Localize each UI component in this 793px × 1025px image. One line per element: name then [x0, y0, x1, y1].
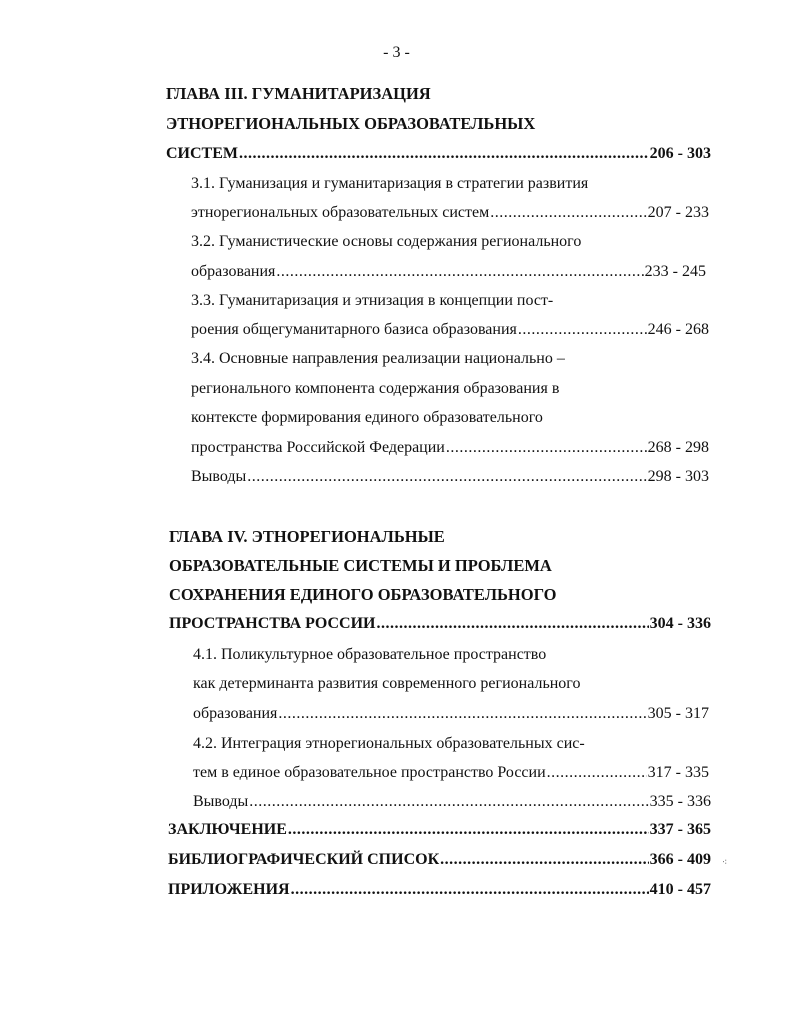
page-range: 366 - 409 — [649, 851, 711, 868]
toc-entry-chapter3[interactable] — [166, 144, 711, 164]
toc-entry-chapter4[interactable] — [169, 614, 711, 634]
section-4-1-line3: образования — [193, 705, 278, 722]
toc-entry-4-2[interactable] — [193, 763, 709, 783]
section-4-2-line2: тем в единое образовательное пространство России — [193, 764, 546, 781]
dot-leader — [547, 763, 647, 783]
bibliography-label: БИБЛИОГРАФИЧЕСКИЙ СПИСОК — [168, 851, 440, 868]
page-number: - 3 - — [383, 44, 410, 61]
section-3-4-line2: регионального компонента содержания образования в — [191, 380, 560, 397]
dot-leader — [440, 850, 649, 870]
section-4-1-line2: как детерминанта развития современного регионального — [193, 675, 581, 692]
appendices-label: ПРИЛОЖЕНИЯ — [168, 881, 290, 898]
page-range: 317 - 335 — [647, 764, 709, 781]
page-range: 246 - 268 — [647, 321, 709, 338]
toc-entry-4-conclusions[interactable] — [193, 792, 711, 812]
section-3-4-line1: 3.4. Основные направления реализации национально – — [191, 350, 565, 367]
toc-entry-3-4[interactable] — [191, 438, 709, 458]
chapter4-title-line2: ОБРАЗОВАТЕЛЬНЫЕ СИСТЕМЫ И ПРОБЛЕМА — [169, 556, 552, 575]
page-range: 304 - 336 — [649, 615, 711, 632]
dot-leader — [291, 880, 649, 900]
page-range: 337 - 365 — [649, 821, 711, 838]
page-range: 335 - 336 — [649, 793, 711, 810]
section-3-2-line2: образования — [191, 263, 276, 280]
dot-leader — [276, 262, 643, 282]
toc-entry-3-2[interactable] — [191, 262, 706, 282]
chapter3-title-line3: СИСТЕМ — [166, 145, 238, 162]
section-3-conclusions-label: Выводы — [191, 468, 247, 485]
dot-leader — [490, 203, 646, 223]
chapter4-title-line4: ПРОСТРАНСТВА РОССИИ — [169, 615, 376, 632]
dot-leader — [446, 438, 647, 458]
page-range: 207 - 233 — [647, 204, 709, 221]
chapter4-title-line3: СОХРАНЕНИЯ ЕДИНОГО ОБРАЗОВАТЕЛЬНОГО — [169, 585, 557, 604]
dot-leader — [239, 144, 649, 164]
section-4-2-line1: 4.2. Интеграция этнорегиональных образовательных сис- — [193, 735, 585, 752]
dot-leader — [518, 320, 647, 340]
page-range: 268 - 298 — [647, 439, 709, 456]
toc-entry-3-3[interactable] — [191, 320, 709, 340]
section-3-4-line4: пространства Российской Федерации — [191, 439, 445, 456]
toc-entry-appendices[interactable] — [168, 880, 711, 900]
page-range: 298 - 303 — [647, 468, 709, 485]
toc-entry-4-1[interactable] — [193, 704, 709, 724]
dot-leader — [247, 467, 646, 487]
page-range: 410 - 457 — [649, 881, 711, 898]
dot-leader — [376, 614, 648, 634]
section-3-1-line1: 3.1. Гуманизация и гуманитаризация в стратегии развития — [191, 175, 589, 192]
toc-entry-3-1[interactable] — [191, 203, 709, 223]
section-4-conclusions-label: Выводы — [193, 793, 249, 810]
section-3-1-line2: этнорегиональных образовательных систем — [191, 204, 490, 221]
toc-entry-bibliography[interactable] — [168, 850, 711, 870]
toc-entry-3-conclusions[interactable] — [191, 467, 709, 487]
section-3-3-line2: роения общегуманитарного базиса образования — [191, 321, 517, 338]
page-range: 206 - 303 — [649, 145, 711, 162]
scan-speck: ⁖ — [722, 857, 728, 867]
chapter3-title-line2: ЭТНОРЕГИОНАЛЬНЫХ ОБРАЗОВАТЕЛЬНЫХ — [166, 114, 536, 133]
page-range: 305 - 317 — [647, 705, 709, 722]
dot-leader — [288, 820, 649, 840]
section-3-2-line1: 3.2. Гуманистические основы содержания регионального — [191, 233, 582, 250]
section-3-4-line3: контексте формирования единого образовательного — [191, 409, 543, 426]
toc-entry-conclusion[interactable] — [168, 820, 711, 840]
dot-leader — [278, 704, 646, 724]
chapter3-title-line1: ГЛАВА III. ГУМАНИТАРИЗАЦИЯ — [166, 84, 431, 103]
section-4-1-line1: 4.1. Поликультурное образовательное пространство — [193, 646, 547, 663]
chapter4-title-line1: ГЛАВА IV. ЭТНОРЕГИОНАЛЬНЫЕ — [169, 527, 445, 546]
page-range: 233 - 245 — [644, 263, 706, 280]
conclusion-label: ЗАКЛЮЧЕНИЕ — [168, 821, 287, 838]
section-3-3-line1: 3.3. Гуманитаризация и этнизация в концепции пост- — [191, 292, 554, 309]
dot-leader — [249, 792, 648, 812]
